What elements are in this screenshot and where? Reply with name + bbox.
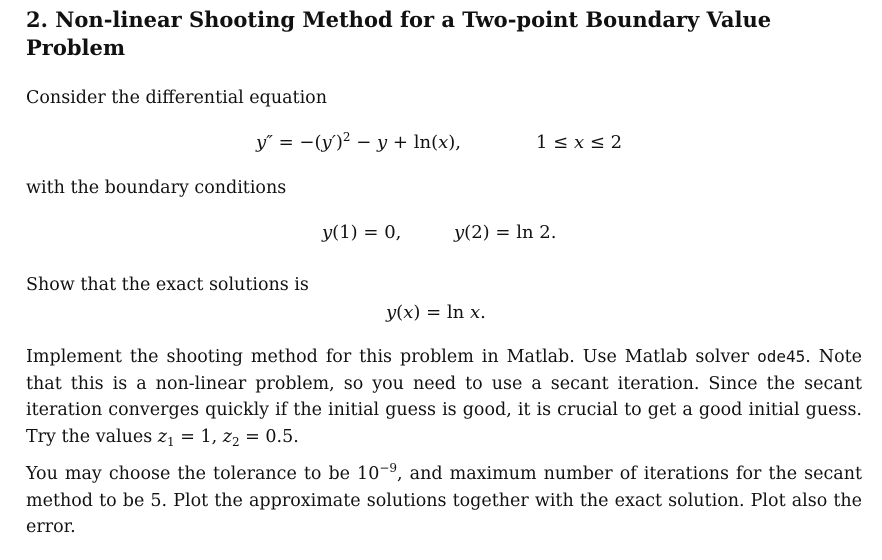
ode-exponent: 2 <box>342 130 351 144</box>
bc1-y: y <box>322 222 333 243</box>
sol-mid: ) = ln <box>413 302 470 323</box>
exact-solution <box>386 300 486 326</box>
ode-x: x <box>438 132 449 153</box>
ode-y: y <box>377 132 388 153</box>
ode-eq: = −( <box>272 132 322 153</box>
paragraph-implement <box>26 344 862 450</box>
z1-symbol: z <box>157 426 168 447</box>
ode-plus: + ln( <box>387 132 439 153</box>
ode-equation <box>256 130 461 156</box>
para1-s2: . Note that this is a non-linear problem, so you need to use a secant iteration. Since the secant iteration converges quickly if the initial guess is good, it is crucial to get a good initial guess. Try the values <box>26 347 862 447</box>
sol-y: y <box>386 302 397 323</box>
show-text: Show that the exact solutions is <box>26 275 309 295</box>
boundary-condition-1 <box>322 220 401 246</box>
para1-s1: Implement the shooting method for this problem in Matlab. Use Matlab solver <box>26 347 758 367</box>
sol-x2: x <box>469 302 481 323</box>
sol-x: x <box>403 302 414 323</box>
bc2-rest: (2) = ln 2. <box>464 222 557 243</box>
para1-eq1: = 1, <box>174 426 223 447</box>
range-right: ≤ 2 <box>584 132 623 153</box>
ode-lhs: y″ <box>256 132 273 153</box>
sol-end: . <box>480 302 486 323</box>
paragraph-tolerance <box>26 461 862 541</box>
para1-eq2: = 0.5. <box>239 426 299 447</box>
boundary-condition-2 <box>454 220 556 246</box>
section-title: 2. Non-linear Shooting Method for a Two-point Boundary Value Problem <box>26 7 772 60</box>
consider-text: Consider the differential equation <box>26 88 327 108</box>
z2-subscript: 2 <box>231 434 240 449</box>
bc1-rest: (1) = 0, <box>332 222 402 243</box>
para2-s2: , and maximum number of iterations for the secant method to be 5. Plot the approximate solutions together with the exact solution. Plot also the error. <box>26 464 862 537</box>
sol-open: ( <box>396 302 404 323</box>
tolerance-exponent: −9 <box>379 461 398 475</box>
range-left: 1 ≤ <box>536 132 574 153</box>
boundary-intro-text: with the boundary conditions <box>26 178 287 198</box>
range-x: x <box>573 132 585 153</box>
bc2-y: y <box>454 222 465 243</box>
ode-close: ) <box>335 132 343 153</box>
ode-minus: − <box>350 132 378 153</box>
para2-s1: You may choose the tolerance to be 10 <box>26 464 380 484</box>
ode-yprime: y′ <box>321 132 336 153</box>
ode-end: ), <box>448 132 461 153</box>
z2-symbol: z <box>222 426 232 447</box>
z1-subscript: 1 <box>167 434 175 449</box>
code-ode45: ode45 <box>757 347 806 366</box>
domain-range <box>536 130 622 156</box>
